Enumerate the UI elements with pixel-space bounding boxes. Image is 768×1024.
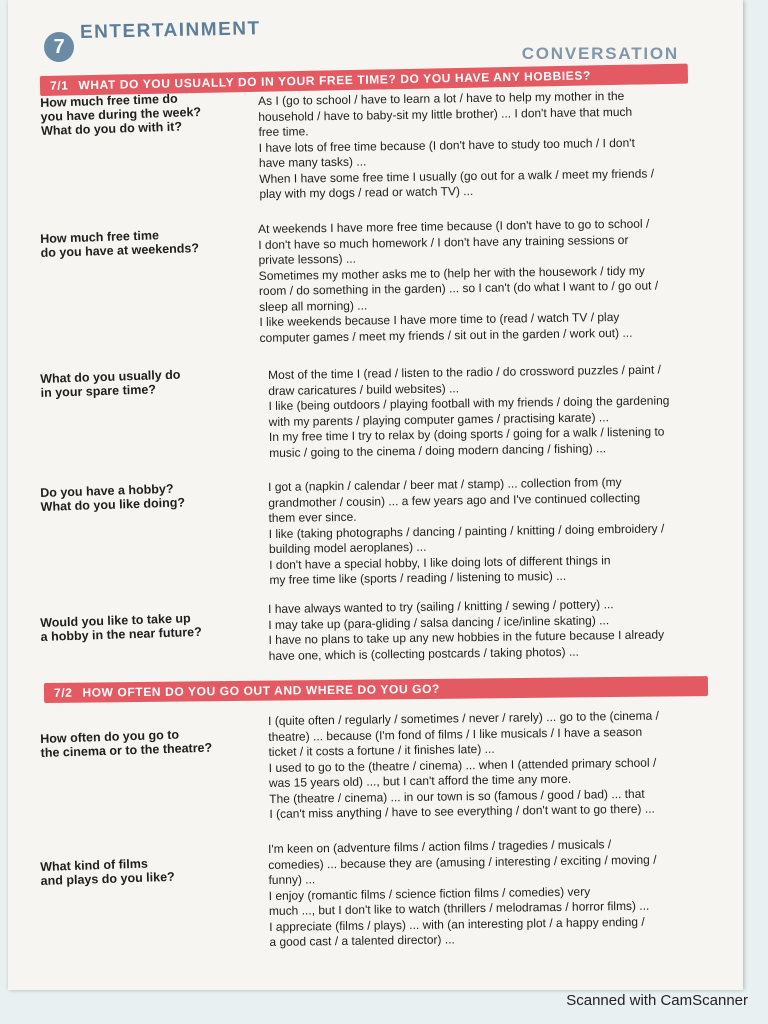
answer-line: I may take up (para-gliding / salsa dancing / ice/inline skating) ... (268, 612, 610, 632)
answer-line: At weekends I have more free time because (I don't have to go to school / (258, 216, 650, 236)
question-line: in your spare time? (40, 382, 157, 400)
answer-line: play with my dogs / read or watch TV) ... (259, 184, 474, 201)
answer (268, 474, 714, 589)
question-line: Would you like to take up (40, 611, 191, 630)
answer-line: I used to go to the (theatre / cinema) ... when I (attended primary school / (268, 755, 657, 775)
answer-line: have one, which is (collecting postcards / taking photos) ... (268, 644, 579, 663)
section-label: CONVERSATION (521, 44, 679, 63)
answer-line: have many tasks) ... (258, 154, 367, 170)
question (40, 225, 251, 260)
answer-line: As I (go to school / have to learn a lot / have to help my mother in the (258, 88, 625, 108)
answer-line: was 15 years old) ..., but I can't afford the time any more. (268, 771, 572, 790)
question-line: and plays do you like? (40, 869, 175, 888)
answer-line: with my parents / playing computer games / practising karate) ... (268, 409, 609, 429)
answer (268, 708, 714, 823)
answer-line: a good cast / a talented director) ... (269, 932, 455, 949)
answer-line: free time. (258, 124, 309, 139)
answer-line: I (can't miss anything / have to see everything / don't want to go there) ... (269, 801, 655, 821)
answer-line: theatre) ... because (I'm fond of films / I like musicals / I have a season (268, 724, 643, 744)
answer-line: comedies) ... because they are (amusing / interesting / exciting / moving / (268, 852, 657, 872)
answer-line: I have no plans to take up any new hobbies in the future because I already (268, 627, 665, 647)
answer (268, 596, 714, 664)
answer (258, 216, 705, 346)
question-line: What do you usually do (40, 367, 181, 386)
answer-line: building model aeroplanes) ... (268, 539, 427, 556)
scanned-page (8, 0, 743, 990)
answer-line: ticket / it costs a fortune / it finishes late) ... (268, 741, 495, 759)
question (40, 365, 251, 400)
question-line: How much free time do (40, 91, 178, 110)
answer (258, 88, 704, 203)
answer-line: much ..., but I don't like to watch (thrillers / melodramas / horror films) ... (268, 898, 650, 918)
answer-line: When I have some free time I usually (go out for a walk / meet my friends / (259, 165, 655, 186)
answer-line: room / do something in the garden) ... so I can't (do what I want to / go out / (258, 278, 659, 298)
answer-line: I got a (napkin / calendar / beer mat / stamp) ... collection from (my (268, 475, 622, 494)
section-number: 7/2 (53, 685, 73, 700)
question-line: What kind of films (40, 856, 149, 874)
answer-line: I enjoy (romantic films / science fiction films / comedies) very (268, 884, 591, 903)
answer-line: I appreciate (films / plays) ... with (an interesting plot / a happy ending / (269, 914, 645, 934)
answer-line: In my free time I try to relax by (doing sports / going for a walk / listening to (268, 424, 665, 444)
question-line: you have during the week? (40, 104, 202, 124)
answer-line: household / have to baby-sit my little brother) ... I don't have that much (258, 104, 633, 124)
answer-line: my free time like (sports / reading / listening to music) ... (269, 568, 567, 587)
answer-line: computer games / meet my friends / sit out in the garden / work out) ... (259, 325, 633, 345)
question (40, 725, 251, 760)
answer-line: I (quite often / regularly / sometimes / never / rarely) ... go to the (cinema / (268, 708, 659, 728)
answer-line: Sometimes my mother asks me to (help her with the housework / tidy my (258, 263, 645, 283)
answer-line: I like (being outdoors / playing football with my friends / doing the gardening (268, 393, 670, 413)
question-line: a hobby in the near future? (40, 624, 202, 644)
section-number: 7/1 (49, 78, 69, 93)
question-line: Do you have a hobby? (40, 481, 174, 500)
question-line: What do you do with it? (40, 119, 183, 138)
answer-line: them ever since. (268, 509, 357, 525)
question-line: What do you like doing? (40, 495, 186, 514)
answer-line: sleep all morning) ... (259, 297, 368, 314)
answer-line: Most of the time I (read / listen to the radio / do crossword puzzles / paint / (268, 362, 662, 382)
answer (268, 836, 714, 951)
question (40, 89, 251, 138)
section-title: WHAT DO YOU USUALLY DO IN YOUR FREE TIME? DO YOU HAVE ANY HOBBIES? (78, 68, 592, 93)
answer-line: I don't have a special hobby, I like doing lots of different things in (269, 552, 611, 572)
answer-line: draw caricatures / build websites) ... (268, 380, 460, 398)
answer-line: funny) ... (268, 872, 316, 887)
answer-line: I like weekends because I have more time to (read / watch TV / play (259, 309, 620, 329)
answer-line: I don't have so much homework / I don't have any training sessions or (258, 232, 629, 252)
chapter-number-badge: 7 (44, 32, 74, 62)
scanner-watermark: Scanned with CamScanner (566, 992, 748, 1009)
question-line: do you have at weekends? (40, 241, 200, 260)
answer-line: I'm keen on (adventure films / action films / tragedies / musicals / (268, 837, 612, 856)
question-line: How much free time (40, 228, 160, 246)
question-line: How often do you go to (40, 727, 180, 746)
section-banner-7-2 (44, 676, 708, 703)
answer-line: I have always wanted to try (sailing / knitting / sewing / pottery) ... (268, 597, 614, 616)
answer (268, 362, 714, 461)
answer-line: grandmother / cousin) ... a few years ago and I've continued collecting (268, 490, 641, 510)
question-line: the cinema or to the theatre? (40, 740, 213, 760)
question (40, 479, 251, 514)
answer-line: private lessons) ... (258, 251, 356, 267)
answer-line: I have lots of free time because (I don't have to study too much / I don't (258, 135, 635, 155)
chapter-title: ENTERTAINMENT (79, 18, 261, 43)
question (40, 853, 251, 888)
answer-line: The (theatre / cinema) ... in our town is so (famous / good / bad) ... that (269, 786, 645, 806)
answer-line: music / going to the cinema / doing modern dancing / fishing) ... (269, 440, 607, 460)
question (40, 609, 251, 644)
section-title: HOW OFTEN DO YOU GO OUT AND WHERE DO YOU GO? (82, 681, 441, 700)
answer-line: I like (taking photographs / dancing / painting / knitting / doing embroidery / (268, 520, 665, 541)
